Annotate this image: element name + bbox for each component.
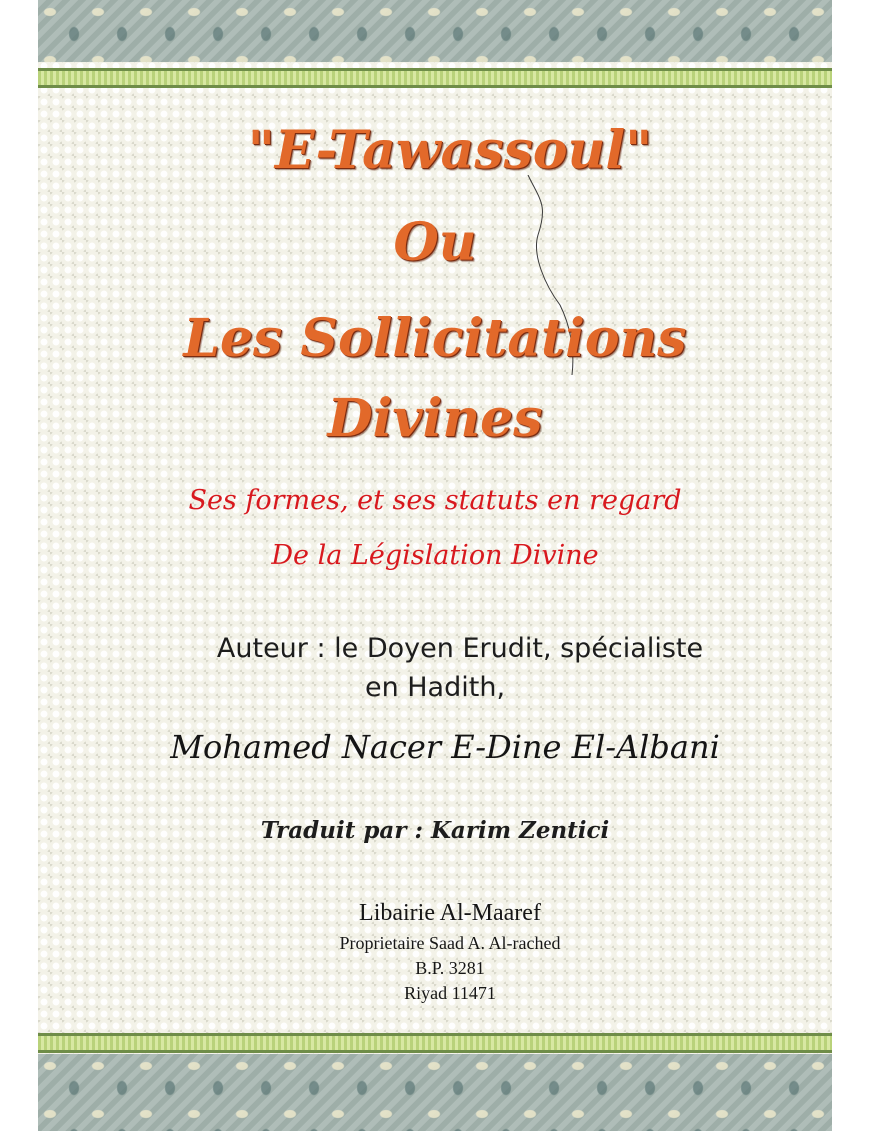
publisher-name: Libairie Al-Maaref [359,900,541,926]
title-line-4: Divines [327,388,543,449]
title-line-1: "E-Tawassoul" [247,120,653,181]
title-line-2: Ou [393,212,477,273]
publisher-city: Riyad 11471 [404,983,496,1003]
author-line-2: en Hadith, [364,672,506,703]
subtitle-line-1: Ses formes, et ses statuts en regard [188,485,682,516]
publisher-po-box: B.P. 3281 [415,958,485,978]
title-line-3: Les Sollicitations [183,308,687,369]
publisher-owner: Proprietaire Saad A. Al-rached [339,933,561,953]
author-name: Mohamed Nacer E-Dine El-Albani [170,728,720,766]
translator-line: Traduit par : Karim Zentici [260,817,610,844]
subtitle-line-2: De la Législation Divine [271,540,599,571]
author-line-1: Auteur : le Doyen Erudit, spécialiste [216,633,704,664]
